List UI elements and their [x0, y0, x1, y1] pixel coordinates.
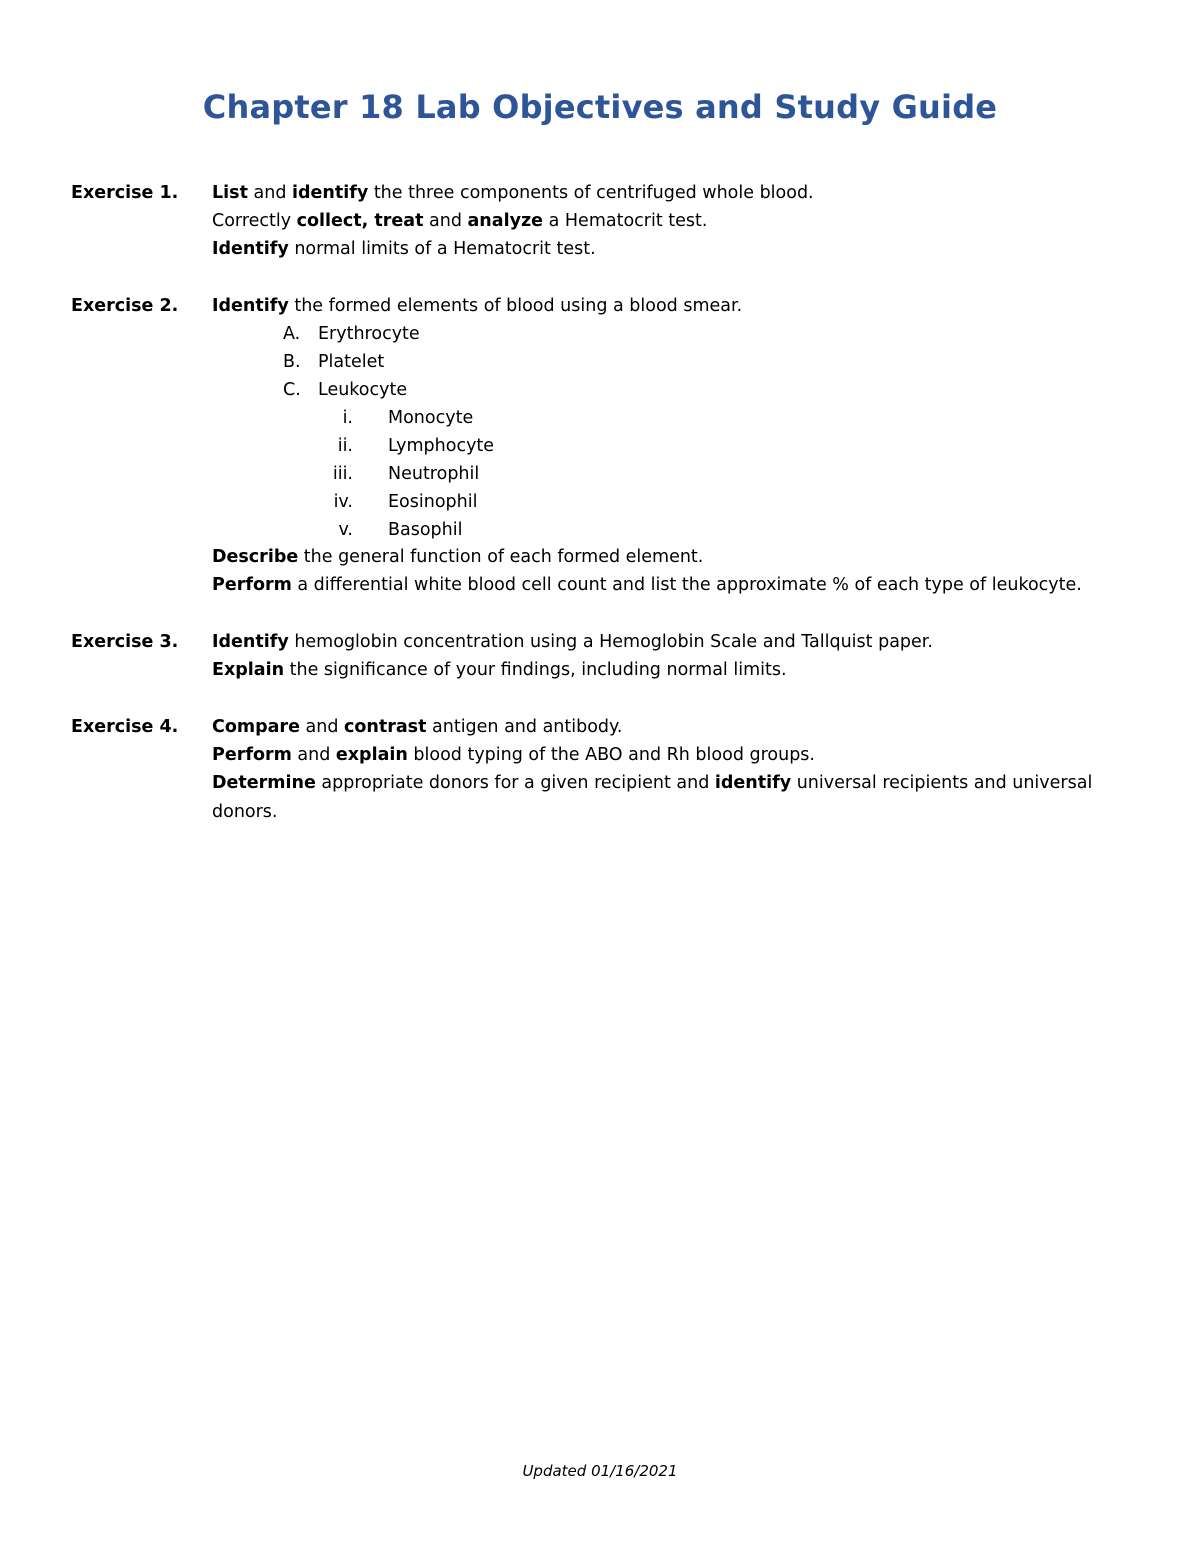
action-verb: List [212, 183, 248, 203]
objective-line [212, 631, 933, 653]
objective-text: antigen and antibody. [426, 717, 623, 737]
action-verb: Determine [212, 773, 316, 793]
objective-text: a Hematocrit test. [543, 211, 708, 231]
objective-text: blood typing of the ABO and Rh blood groups. [407, 745, 815, 765]
action-verb: Identify [212, 239, 289, 259]
sublist-marker: i. [342, 408, 353, 428]
action-verb: Describe [212, 547, 299, 567]
exercise-label: Exercise 2. [71, 296, 179, 316]
objective-text: and [423, 211, 468, 231]
action-verb: Compare [212, 717, 300, 737]
objective-text: and [247, 183, 292, 203]
list-item: Leukocyte [318, 380, 408, 400]
objective-line [212, 238, 596, 260]
list-item: Platelet [318, 352, 385, 372]
objective-line [212, 659, 787, 681]
sublist-item: Eosinophil [388, 492, 478, 512]
objective-text: and [299, 717, 344, 737]
objective-line [212, 744, 815, 766]
objective-text: hemoglobin concentration using a Hemoglobin Scale and Tallquist paper. [288, 632, 933, 652]
objective-text: appropriate donors for a given recipient and [315, 773, 715, 793]
sublist-item: Neutrophil [388, 464, 480, 484]
objective-text: and [291, 745, 336, 765]
list-marker: C. [283, 380, 301, 400]
action-verb: contrast [344, 717, 427, 737]
action-verb: analyze [467, 211, 544, 231]
objective-line [212, 574, 1082, 596]
objective-line [212, 772, 1092, 794]
sublist-marker: iv. [333, 492, 353, 512]
action-verb: Perform [212, 745, 292, 765]
exercise-label: Exercise 4. [71, 717, 179, 737]
objective-text: the three components of centrifuged whole blood. [368, 183, 814, 203]
objective-text: Correctly [212, 211, 297, 231]
objective-text: the significance of your findings, including normal limits. [284, 660, 787, 680]
exercise-label: Exercise 3. [71, 632, 179, 652]
objective-line [212, 182, 814, 204]
action-verb: explain [335, 745, 408, 765]
sublist-marker: ii. [337, 436, 353, 456]
objective-text: universal recipients and universal [791, 773, 1093, 793]
sublist-item: Basophil [388, 520, 463, 540]
list-item: Erythrocyte [318, 324, 420, 344]
action-verb: collect, treat [296, 211, 424, 231]
objective-text: donors. [212, 802, 278, 822]
action-verb: identify [292, 183, 369, 203]
action-verb: Identify [212, 632, 289, 652]
objective-line [212, 546, 703, 568]
list-marker: B. [283, 352, 301, 372]
objective-line [212, 210, 707, 232]
objective-text: the formed elements of blood using a blood smear. [288, 296, 743, 316]
objective-text: normal limits of a Hematocrit test. [288, 239, 596, 259]
list-marker: A. [283, 324, 301, 344]
action-verb: Explain [212, 660, 285, 680]
exercise-label: Exercise 1. [71, 183, 179, 203]
objective-text: the general function of each formed element. [298, 547, 704, 567]
action-verb: identify [714, 773, 792, 793]
page-title: Chapter 18 Lab Objectives and Study Guide [202, 88, 998, 126]
sublist-marker: iii. [332, 464, 353, 484]
sublist-item: Monocyte [388, 408, 474, 428]
objective-text: a differential white blood cell count and list the approximate % of each type of leukocyte. [291, 575, 1082, 595]
footer-updated-date: Updated 01/16/2021 [522, 1462, 678, 1480]
sublist-item: Lymphocyte [388, 436, 495, 456]
action-verb: Identify [212, 296, 289, 316]
objective-line [212, 295, 742, 317]
action-verb: Perform [212, 575, 292, 595]
objective-line [212, 801, 278, 823]
sublist-marker: v. [338, 520, 353, 540]
objective-line [212, 716, 622, 738]
